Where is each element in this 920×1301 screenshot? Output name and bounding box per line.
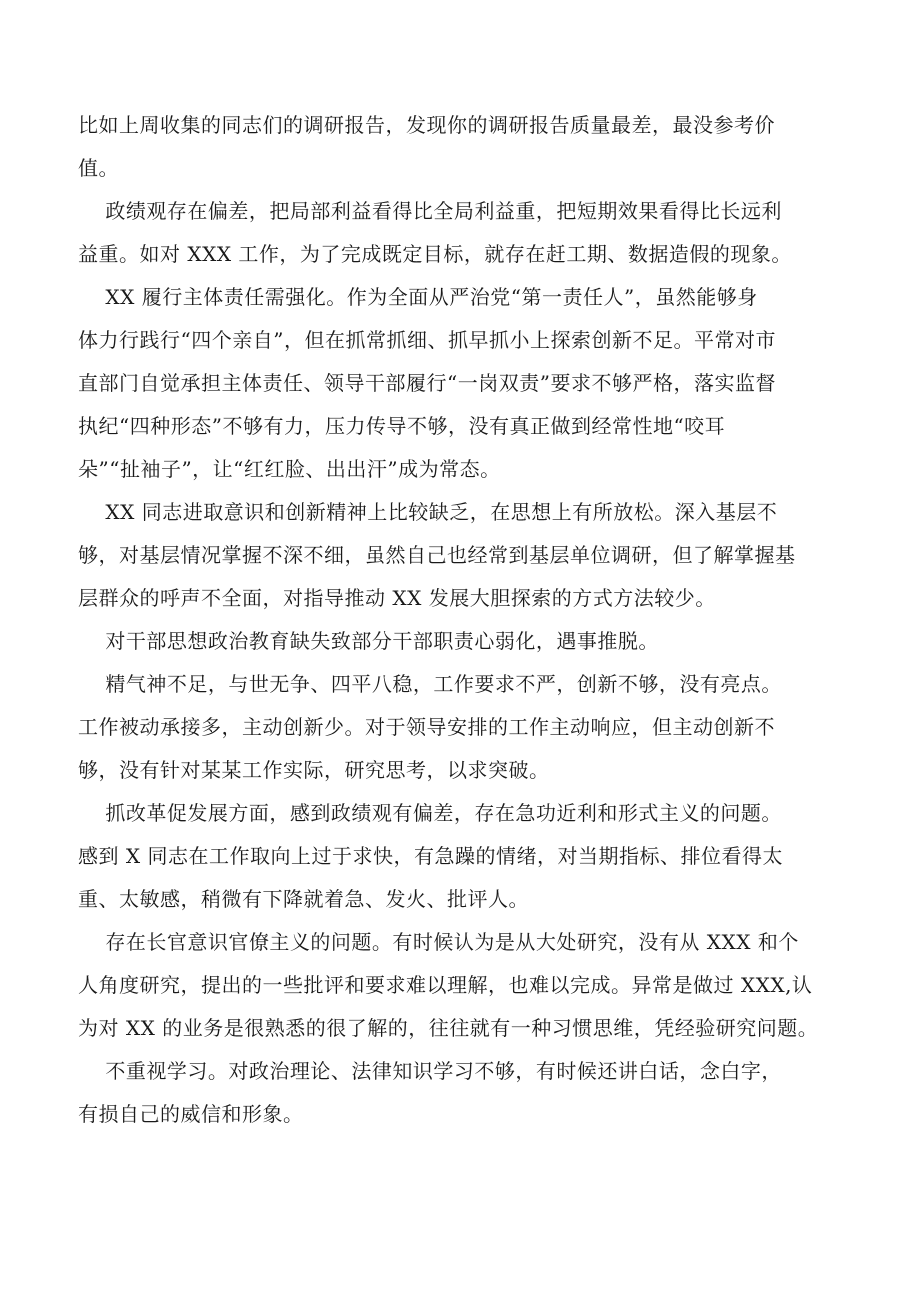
paragraph-line: 益重。如对 XXX 工作，为了完成既定目标，就存在赶工期、数据造假的现象。 <box>78 242 792 266</box>
paragraph-line: 层群众的呼声不全面，对指导推动 XX 发展大胆探索的方式方法较少。 <box>78 586 716 610</box>
paragraph-6 <box>78 673 848 781</box>
paragraph-2 <box>78 200 848 265</box>
paragraph-line: 精气神不足，与世无争、四平八稳，工作要求不严，创新不够，没有亮点。 <box>78 672 782 696</box>
paragraph-line: 不重视学习。对政治理论、法律知识学习不够，有时候还讲白话，念白字， <box>78 1059 782 1083</box>
paragraph-line: 人角度研究，提出的一些批评和要求难以理解，也难以完成。异常是做过 XXX,认 <box>78 973 813 997</box>
paragraph-line: 值。 <box>78 156 119 180</box>
document-body <box>78 114 848 1146</box>
paragraph-line: 比如上周收集的同志们的调研报告，发现你的调研报告质量最差，最没参考价 <box>78 113 775 137</box>
paragraph-line: 体力行践行“四个亲自”，但在抓常抓细、抓早抓小上探索创新不足。平常对市 <box>78 328 776 352</box>
paragraph-line: 工作被动承接多，主动创新少。对于领导安排的工作主动响应，但主动创新不 <box>78 715 775 739</box>
paragraph-line: 政绩观存在偏差，把局部利益看得比全局利益重，把短期效果看得比长远利 <box>78 199 782 223</box>
paragraph-line: 够，对基层情况掌握不深不细，虽然自己也经常到基层单位调研，但了解掌握基 <box>78 543 796 567</box>
paragraph-line: 有损自己的威信和形象。 <box>78 1102 304 1126</box>
paragraph-line: XX 同志进取意识和创新精神上比较缺乏，在思想上有所放松。深入基层不 <box>78 500 778 524</box>
paragraph-line: 为对 XX 的业务是很熟悉的很了解的，往往就有一种习惯思维，凭经验研究问题。 <box>78 1016 819 1040</box>
paragraph-line: 对干部思想政治教育缺失致部分干部职责心弱化，遇事推脱。 <box>78 629 659 653</box>
paragraph-3 <box>78 286 848 480</box>
paragraph-line: 执纪“四种形态”不够有力，压力传导不够，没有真正做到经常性地“咬耳 <box>78 414 726 438</box>
paragraph-line: 直部门自觉承担主体责任、领导干部履行“一岗双责”要求不够严格，落实监督 <box>78 371 776 395</box>
paragraph-line: 感到 X 同志在工作取向上过于求快，有急躁的情绪，对当期指标、排位看得太 <box>78 844 783 868</box>
paragraph-8 <box>78 931 848 1039</box>
paragraph-1 <box>78 114 848 179</box>
paragraph-line: 够，没有针对某某工作实际，研究思考，以求突破。 <box>78 758 550 782</box>
paragraph-9 <box>78 1060 848 1125</box>
paragraph-line: XX 履行主体责任需强化。作为全面从严治党“第一责任人”，虽然能够身 <box>78 285 758 309</box>
paragraph-line: 存在长官意识官僚主义的问题。有时候认为是从大处研究，没有从 XXX 和个 <box>78 930 799 954</box>
paragraph-line: 抓改革促发展方面，感到政绩观有偏差，存在急功近利和形式主义的问题。 <box>78 801 782 825</box>
paragraph-line: 朵”“扯袖子”，让“红红脸、出出汗”成为常态。 <box>78 457 501 481</box>
paragraph-line: 重、太敏感，稍微有下降就着急、发火、批评人。 <box>78 887 529 911</box>
paragraph-4 <box>78 501 848 609</box>
paragraph-7 <box>78 802 848 910</box>
paragraph-5 <box>78 630 848 652</box>
